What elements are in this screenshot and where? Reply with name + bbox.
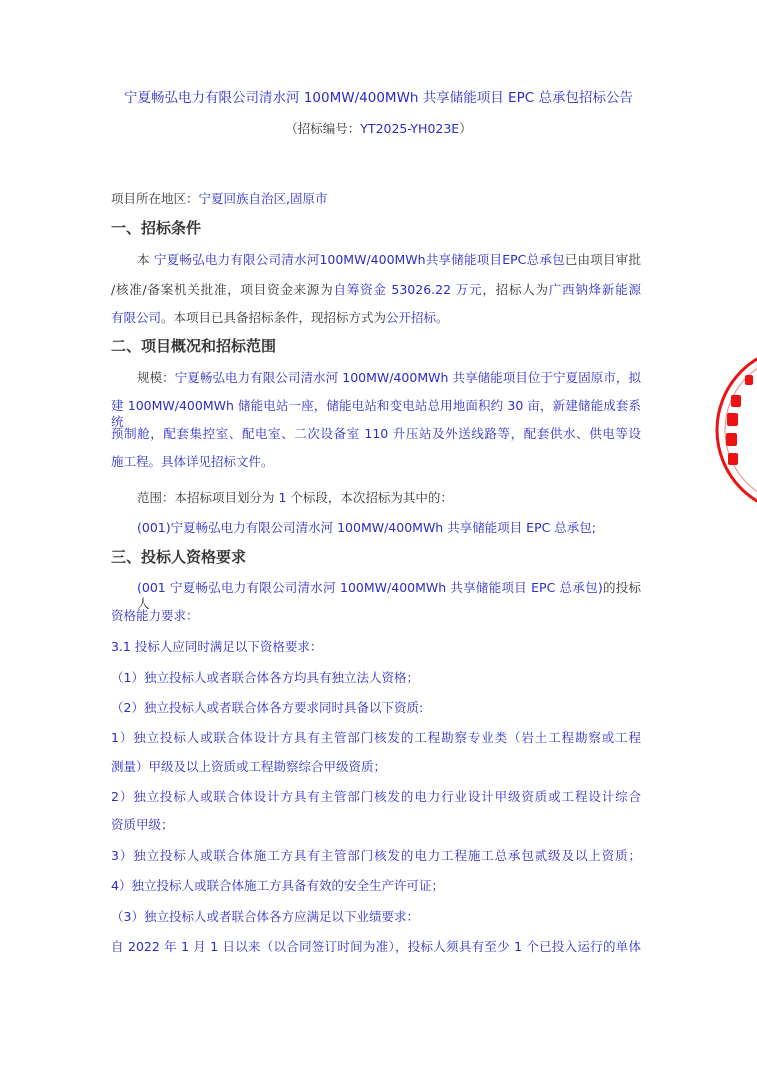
highlighted-text: 施工程。具体详见招标文件。	[111, 454, 274, 469]
text-segment: 三、投标人资格要求	[111, 548, 247, 566]
text-line	[111, 848, 641, 864]
text-line	[137, 370, 641, 386]
highlighted-text: 建 100MW/400MWh 储能电站一座，储能电站和变电站总用地面积约 30 亩，新建储能成套系统	[111, 398, 641, 429]
text-line	[137, 490, 453, 506]
text-segment: （招标编号：	[285, 121, 361, 136]
highlighted-text: 广西钠烽新能源	[548, 282, 641, 297]
text-segment: 。	[436, 310, 449, 325]
highlighted-text: (001 宁夏畅弘电力有限公司清水河 100MW/400MWh 共享储能项目 EPC 总承包)	[137, 580, 603, 595]
text-line	[111, 730, 641, 746]
highlighted-text: (001)宁夏畅弘电力有限公司清水河 100MW/400MWh 共享储能项目 EPC 总承包;	[137, 520, 597, 535]
highlighted-text: （3）独立投标人或者联合体各方应满足以下业绩要求：	[111, 909, 419, 924]
text-segment: 一、招标条件	[111, 219, 202, 237]
highlighted-text: （2）独立投标人或者联合体各方要求同时具备以下资质:	[111, 700, 424, 715]
text-line	[111, 426, 641, 442]
highlighted-text: 1）独立投标人或联合体设计方具有主管部门核发的工程勘察专业类（岩土工程勘察或工程	[111, 730, 641, 745]
highlighted-text: 自 2022 年 1 月 1 日以来（以合同签订时间为准），投标人须具有至少 1 个已投入运行的单体	[111, 939, 641, 954]
text-line	[111, 282, 641, 298]
tender-number	[0, 121, 757, 137]
section-heading	[111, 549, 246, 565]
text-segment: 项目所在地区：	[111, 191, 199, 206]
text-line	[111, 608, 199, 624]
highlighted-text: 4）独立投标人或联合体施工方具备有效的安全生产许可证；	[111, 878, 444, 893]
text-line	[137, 520, 596, 536]
section-heading	[111, 338, 276, 354]
text-line	[137, 252, 641, 268]
highlighted-text: 3.1 投标人应同时满足以下资格要求：	[111, 639, 323, 654]
document-title	[0, 90, 757, 106]
highlighted-text: 2）独立投标人或联合体设计方具有主管部门核发的电力行业设计甲级资质或工程设计综合	[111, 789, 641, 804]
highlighted-text: 宁夏畅弘电力有限公司清水河 100MW/400MWh 共享储能项目位于宁夏固原市，拟	[174, 370, 641, 385]
highlighted-text: 宁夏畅弘电力有限公司清水河 100MW/400MWh 共享储能项目 EPC 总承包招标公告	[124, 90, 633, 106]
highlighted-text: 公开招标	[386, 310, 437, 325]
text-line	[111, 670, 419, 686]
text-line	[111, 639, 322, 655]
text-segment: 范围：本招标项目划分为	[137, 490, 279, 505]
text-line	[111, 817, 174, 833]
text-line	[111, 789, 641, 805]
text-line	[111, 191, 328, 207]
highlighted-text: 资格能力要求：	[111, 608, 199, 623]
text-line	[111, 759, 386, 775]
highlighted-text: 宁夏畅弘电力有限公司清水河100MW/400MWh共享储能项目EPC总承包	[153, 252, 565, 267]
seal-lettering	[726, 375, 753, 465]
text-segment: ，招标人为	[482, 282, 549, 297]
highlighted-text: 1	[278, 490, 287, 505]
text-segment: /核准/备案机关批准，项目资金来源为	[111, 282, 334, 297]
text-segment: 规模：	[137, 370, 175, 385]
text-line	[111, 700, 423, 716]
highlighted-text: 有限公司	[111, 310, 162, 325]
text-line	[137, 580, 641, 612]
section-heading	[111, 220, 201, 236]
text-line	[111, 454, 274, 470]
text-segment: 已由项目审批	[564, 252, 641, 267]
highlighted-text: 自筹资金 53026.22 万元	[333, 282, 483, 297]
text-line	[111, 878, 444, 894]
text-segment: ）	[459, 121, 472, 136]
text-line	[111, 310, 449, 326]
highlighted-text: YT2025-YH023E	[360, 121, 460, 136]
text-segment: 本	[137, 252, 154, 267]
text-line	[111, 909, 419, 925]
text-segment: 。本项目已具备招标条件，现招标方式为	[161, 310, 387, 325]
text-segment: 的投标人	[137, 580, 641, 611]
seal-outer-ring	[717, 347, 757, 513]
highlighted-text: 宁夏回族自治区,固原市	[198, 191, 328, 206]
text-line	[111, 939, 641, 955]
highlighted-text: 3）独立投标人或联合体施工方具有主管部门核发的电力工程施工总承包贰级及以上资质；	[111, 848, 641, 863]
text-segment: 二、项目概况和招标范围	[111, 337, 277, 355]
highlighted-text: （1）独立投标人或者联合体各方均具有独立法人资格；	[111, 670, 419, 685]
highlighted-text: 测量）甲级及以上资质或工程勘察综合甲级资质；	[111, 759, 387, 774]
text-segment: 个标段，本次招标为其中的：	[286, 490, 453, 505]
highlighted-text: 预制舱，配套集控室、配电室、二次设备室 110 升压站及外送线路等，配套供水、供电等设	[111, 426, 641, 441]
highlighted-text: 资质甲级；	[111, 817, 174, 832]
company-seal-stamp	[715, 345, 757, 515]
